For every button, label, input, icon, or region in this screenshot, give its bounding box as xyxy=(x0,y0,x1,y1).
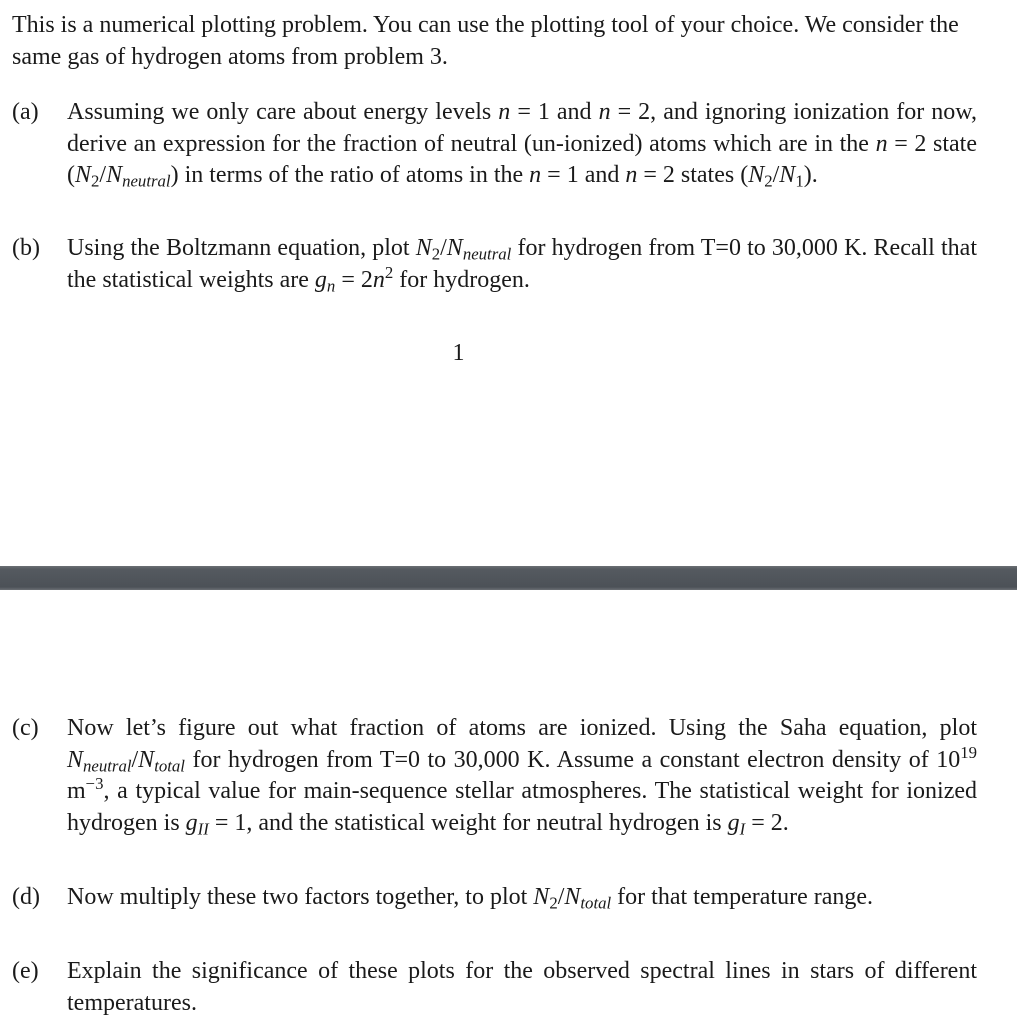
question-e xyxy=(12,956,977,1019)
intro-paragraph: This is a numerical plotting problem. You can use the plotting tool of your choice. We consider the same gas of hydrogen atoms from problem 3. xyxy=(12,12,959,70)
question-body: Now let’s figure out what fraction of atoms are ionized. Using the Saha equation, plot $N_{neutral}/N_{total}$ for hydrogen from T=0 to 30,000 K. Assume a constant electron density of $10^{19}$ $m^{-3}$, a typical value for main-sequence stellar atmospheres. The statistical weight for ionized hydrogen is $g_{II} = 1$, and the statistical weight for neutral hydrogen is $g_I = 2$. xyxy=(67,715,977,839)
question-b xyxy=(12,233,977,296)
question-label: (e) xyxy=(12,958,39,984)
question-label: (d) xyxy=(12,884,40,910)
question-body: Now multiply these two factors together, to plot $N_2/N_{total}$ for that temperature range. xyxy=(67,884,874,913)
question-body: Using the Boltzmann equation, plot $N_2/N_{neutral}$ for hydrogen from T=0 to 30,000 K. Recall that the statistical weights are $g_n = 2n^2$ for hydrogen. xyxy=(67,235,977,296)
question-label: (c) xyxy=(12,715,39,741)
question-label: (a) xyxy=(12,99,39,125)
question-label: (b) xyxy=(12,235,40,261)
question-body: Explain the significance of these plots for the observed spectral lines in stars of different temperatures. xyxy=(67,958,977,1016)
page-number: 1 xyxy=(452,340,465,366)
page-separator xyxy=(0,566,1017,590)
question-a xyxy=(12,97,977,192)
question-d xyxy=(12,882,977,914)
question-body: Assuming we only care about energy levels n = 1 and n = 2, and ignoring ionization for now, derive an expression for the fraction of neutral (un-ionized) atoms which are in the n = 2 state $(N_2/N_{neutral})$ in terms of the ratio of atoms in the n = 1 and n = 2 states $(N_2/N_1)$. xyxy=(67,99,978,191)
question-c xyxy=(12,713,977,839)
